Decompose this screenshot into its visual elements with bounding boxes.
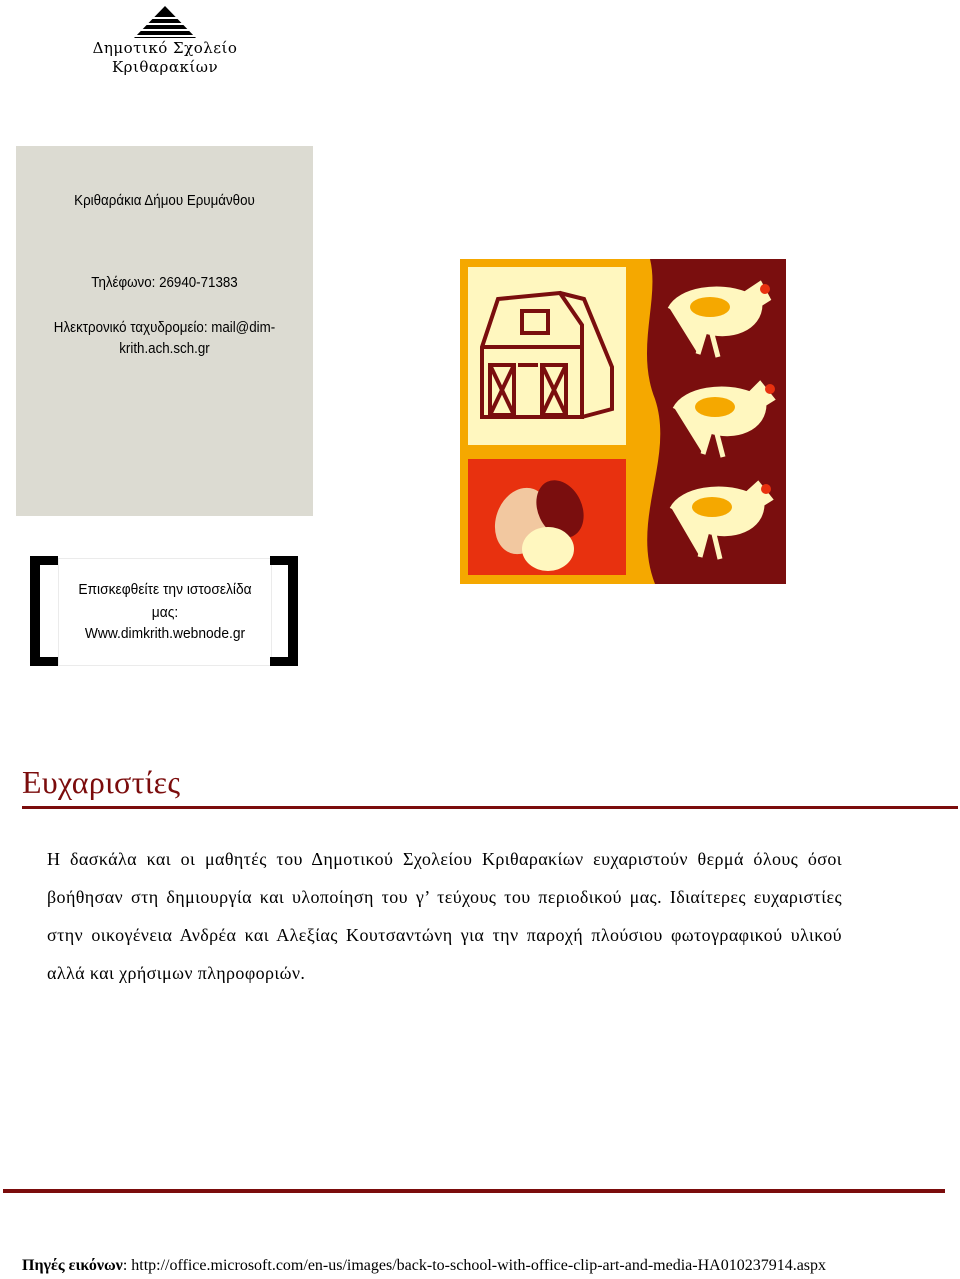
website-line-1: Επισκεφθείτε την ιστοσελίδα <box>78 581 252 598</box>
contact-email-line-1: Ηλεκτρονικό ταχυδρομείο: mail@dim- <box>53 320 276 336</box>
logo-line-2: Κριθαρακίων <box>111 58 219 76</box>
website-box <box>30 556 302 666</box>
contact-email-line-2: krith.ach.sch.gr <box>119 341 210 357</box>
footer-divider <box>3 1189 945 1193</box>
left-bracket-icon <box>30 556 58 666</box>
sources-url: : http://office.microsoft.com/en-us/images/back-to-school-with-office-clip-art-and-media-HA010237914.aspx <box>122 1257 827 1274</box>
right-bracket-icon <box>270 556 298 666</box>
sources-label: Πηγές εικόνων <box>22 1257 123 1274</box>
contact-box <box>16 146 313 516</box>
thanks-heading: Ευχαριστίες <box>22 764 181 800</box>
heading-divider <box>22 806 958 809</box>
image-sources <box>22 1257 826 1275</box>
website-box-inner <box>58 558 272 666</box>
pyramid-logo-icon <box>132 4 198 40</box>
website-url: Www.dimkrith.webnode.gr <box>84 625 246 642</box>
website-line-2: μας: <box>151 604 179 621</box>
contact-phone: Τηλέφωνο: 26940-71383 <box>91 275 238 291</box>
logo-line-1: Δημοτικό Σχολείο <box>92 39 238 57</box>
contact-name: Κριθαράκια Δήμου Ερυμάνθου <box>74 193 255 209</box>
contact-email <box>39 318 290 360</box>
thanks-paragraph: Η δασκάλα και οι μαθητές του Δημοτικού Σχολείου Κριθαρακίων ευχαριστούν θερμά όλους όσοι βοήθησαν στη δημιουργία και υλοποίηση του γ’ τεύχους του περιοδικού μας. Ιδιαίτερες ευχαριστίες στην οικογένεια Ανδρέα και Αλεξίας Κουτσαντώνη για την παροχή πλούσιου φωτογραφικού υλικού αλλά και χρήσιμων πληροφοριών. <box>47 849 842 983</box>
school-logo <box>90 4 240 76</box>
farm-clipart-image <box>460 259 786 584</box>
